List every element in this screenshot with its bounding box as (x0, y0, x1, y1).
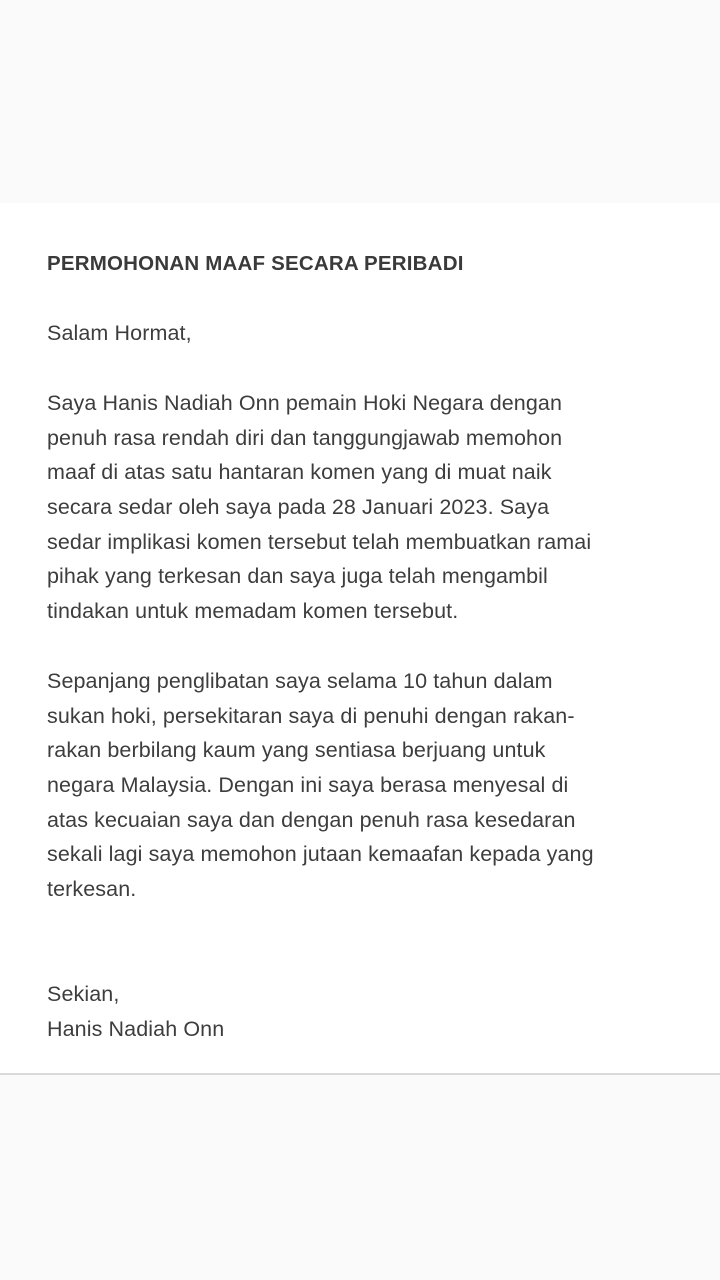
letter-signature: Hanis Nadiah Onn (47, 1017, 225, 1041)
letter-closing: Sekian, (47, 982, 120, 1006)
paragraph-line: secara sedar oleh saya pada 28 Januari 2023. Saya (47, 495, 550, 519)
paragraph-line: tindakan untuk memadam komen tersebut. (47, 599, 459, 623)
paragraph-line: sekali lagi saya memohon jutaan kemaafan kepada yang (47, 842, 594, 866)
paragraph-line: terkesan. (47, 877, 137, 901)
paragraph-line: pihak yang terkesan dan saya juga telah mengambil (47, 564, 548, 588)
letter-greeting: Salam Hormat, (47, 321, 192, 345)
paragraph-line: sukan hoki, persekitaran saya di penuhi dengan rakan- (47, 704, 575, 728)
paragraph-line: maaf di atas satu hantaran komen yang di muat naik (47, 460, 552, 484)
bottom-blank-area (0, 1075, 720, 1280)
top-blank-area (0, 0, 720, 203)
letter-title: PERMOHONAN MAAF SECARA PERIBADI (47, 252, 464, 275)
paragraph-line: rakan berbilang kaum yang sentiasa berjuang untuk (47, 738, 546, 762)
paragraph-line: Saya Hanis Nadiah Onn pemain Hoki Negara dengan (47, 391, 563, 415)
paragraph-line: penuh rasa rendah diri dan tanggungjawab memohon (47, 426, 563, 450)
paragraph-line: negara Malaysia. Dengan ini saya berasa menyesal di (47, 773, 569, 797)
paragraph-line: sedar implikasi komen tersebut telah membuatkan ramai (47, 530, 592, 554)
apology-letter (0, 203, 720, 1075)
paragraph-line: Sepanjang penglibatan saya selama 10 tahun dalam (47, 669, 553, 693)
paragraph-line: atas kecuaian saya dan dengan penuh rasa kesedaran (47, 808, 576, 832)
